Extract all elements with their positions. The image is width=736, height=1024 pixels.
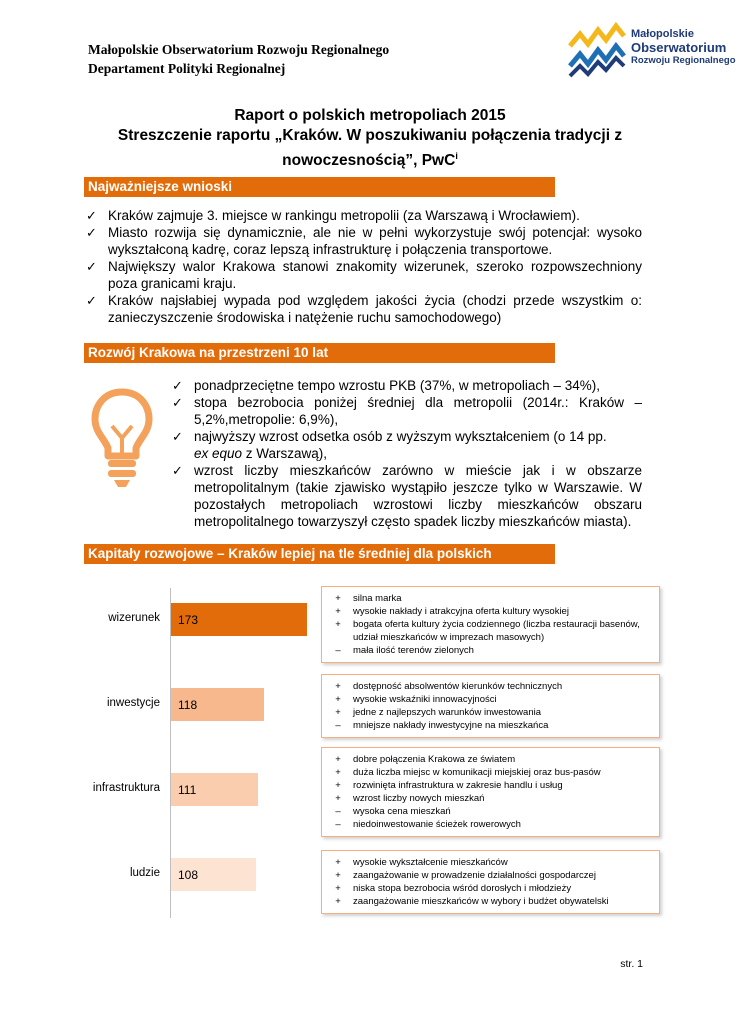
plus-icon: + <box>335 767 341 778</box>
check-icon: ✓ <box>172 378 183 393</box>
annotation-item <box>328 895 653 908</box>
chart-bar <box>171 858 256 891</box>
bar-value-label: 111 <box>178 783 197 797</box>
title-line2: Streszczenie raportu „Kraków. W poszukiwaniu połączenia tradycji z <box>117 127 623 144</box>
list-item: ✓ Kraków zajmuje 3. miejsce w rankingu metropolii (za Warszawą i Wrocławiem). <box>86 208 580 223</box>
check-icon: ✓ <box>172 395 183 410</box>
annotation-item <box>328 719 653 732</box>
title-line3: nowoczesnością”, PwC$^i$ <box>282 151 458 170</box>
list-item: ✓ Miasto rozwija się dynamicznie, ale nie w pełni wykorzystuje swój potencjał: wysoko wykształconą kadrę, coraz lepszą infrastrukturę i połączenia transportowe. <box>86 225 642 257</box>
annotation-text: wysoka cena mieszkań <box>353 806 451 817</box>
category-label: infrastruktura <box>92 782 160 794</box>
annotation-box <box>321 674 660 738</box>
annotation-item <box>328 805 653 818</box>
page-number: str. 1 <box>620 958 643 970</box>
chart-bar <box>171 773 258 806</box>
annotation-item <box>328 693 653 706</box>
list-item: ✓ najwyższy wzrost odsetka osób z wyższym wykształceniem (o 14 pp. ex equo z Warszawą), <box>172 429 607 461</box>
development-list <box>172 377 642 530</box>
category-label: inwestycje <box>106 697 160 709</box>
annotation-item <box>328 869 653 882</box>
footnote-mark: i <box>455 151 458 161</box>
title-line1: Raport o polskich metropoliach 2015 <box>234 107 506 124</box>
annotation-text: wysokie wykształcenie mieszkańców <box>353 857 508 868</box>
annotation-item <box>328 753 653 766</box>
annotation-item <box>328 618 653 644</box>
plus-icon: + <box>335 707 341 718</box>
ex-equo-text: ex equo <box>194 446 243 461</box>
plus-icon: + <box>335 606 341 617</box>
annotation-text: rozwinięta infrastruktura w zakresie handlu i usług <box>353 780 563 791</box>
annotation-text: bogata oferta kultury życia codziennego (liczba restauracji basenów, udział mieszkańców w imprezach masowych) <box>353 619 640 643</box>
chart-bar <box>171 688 264 721</box>
category-label: wizerunek <box>108 612 160 624</box>
lightbulb-icon <box>90 386 154 492</box>
minus-icon: – <box>335 806 341 817</box>
annotation-item <box>328 882 653 895</box>
annotation-item <box>328 779 653 792</box>
annotation-text: jedne z najlepszych warunków inwestowania <box>353 707 541 718</box>
annotation-box <box>321 747 660 837</box>
plus-icon: + <box>335 793 341 804</box>
list-item: ✓ stopa bezrobocia poniżej średniej dla metropolii (2014r.: Kraków – 5,2%,metropolie: 6,9%), <box>172 395 642 427</box>
plus-icon: + <box>335 681 341 692</box>
annotation-text: duża liczba miejsc w komunikacji miejskiej oraz bus-pasów <box>353 767 601 778</box>
org-name: Małopolskie Obserwatorium Rozwoju Regionalnego <box>88 42 390 57</box>
annotation-item <box>328 605 653 618</box>
logo-text-line3: Rozwoju Regionalnego <box>631 55 736 66</box>
logo-text-line2: Obserwatorium <box>631 40 727 55</box>
annotation-item <box>328 856 653 869</box>
annotation-text: wysokie nakłady i atrakcyjna oferta kultury wysokiej <box>353 606 569 617</box>
organization-header <box>88 40 389 78</box>
section-heading-conclusions: Najważniejsze wnioski <box>84 177 555 197</box>
check-icon: ✓ <box>86 293 97 308</box>
bar-value-label: 118 <box>178 698 198 712</box>
plus-icon: + <box>335 754 341 765</box>
annotation-item <box>328 680 653 693</box>
section-heading-development: Rozwój Krakowa na przestrzeni 10 lat <box>84 343 555 363</box>
annotation-text: wysokie wskaźniki innowacyjności <box>353 694 497 705</box>
minus-icon: – <box>335 720 341 731</box>
department-name: Departament Polityki Regionalnej <box>88 61 286 76</box>
list-item: ✓ wzrost liczby mieszkańców zarówno w mieście jak i w obszarze metropolitalnym (takie zjawisko wystąpiło jeszcze tylko w Warszawie. W pozostałych metropoliach wzrostowi liczby mieszkańców obszaru metropolitalnego towarzyszył często spadek liczby mieszkańców miasta). <box>172 463 642 529</box>
plus-icon: + <box>335 857 341 868</box>
plus-icon: + <box>335 896 341 907</box>
conclusions-list <box>86 207 642 326</box>
check-icon: ✓ <box>86 259 97 274</box>
bar-value-label: 108 <box>178 868 199 882</box>
check-icon: ✓ <box>172 463 183 478</box>
minus-icon: – <box>335 819 341 830</box>
list-item: ✓ Największy walor Krakowa stanowi znakomity wizerunek, szeroko rozpowszechniony poza granicami kraju. <box>86 259 642 291</box>
report-title <box>90 106 650 171</box>
annotation-box <box>321 586 660 663</box>
annotation-item <box>328 792 653 805</box>
check-icon: ✓ <box>86 225 97 240</box>
list-item: ✓ ponadprzeciętne tempo wzrostu PKB (37%, w metropoliach – 34%), <box>172 378 600 393</box>
plus-icon: + <box>335 593 341 604</box>
annotation-text: dostępność absolwentów kierunków technicznych <box>353 681 563 692</box>
section-heading-capitals: Kapitały rozwojowe – Kraków lepiej na tle średniej dla polskich metropolii <box>84 544 555 564</box>
annotation-text: zaangażowanie w prowadzenie działalności gospodarczej <box>353 870 596 881</box>
plus-icon: + <box>335 883 341 894</box>
annotation-item <box>328 706 653 719</box>
plus-icon: + <box>335 619 341 630</box>
plus-icon: + <box>335 870 341 881</box>
annotation-text: silna marka <box>353 593 402 604</box>
plus-icon: + <box>335 694 341 705</box>
chart-bar <box>171 603 307 636</box>
annotation-box <box>321 850 660 914</box>
logo-zigzag-icon <box>568 22 632 78</box>
annotation-item <box>328 818 653 831</box>
annotation-text: niska stopa bezrobocia wśród dorosłych i młodzieży <box>353 883 572 894</box>
minus-icon: – <box>335 645 341 656</box>
annotation-text: niedoinwestowanie ścieżek rowerowych <box>353 819 521 830</box>
annotation-item <box>328 766 653 779</box>
annotation-item <box>328 644 653 657</box>
logo-text-line1: Małopolskie <box>631 28 694 40</box>
category-label: ludzie <box>129 867 160 879</box>
annotation-text: mała ilość terenów zielonych <box>353 645 474 656</box>
check-icon: ✓ <box>86 208 97 223</box>
annotation-text: zaangażowanie mieszkańców w wybory i budżet obywatelski <box>353 896 609 907</box>
annotation-text: dobre połączenia Krakowa ze światem <box>353 754 516 765</box>
plus-icon: + <box>335 780 341 791</box>
check-icon: ✓ <box>172 429 183 444</box>
annotation-text: wzrost liczby nowych mieszkań <box>353 793 485 804</box>
organization-logo <box>568 22 736 78</box>
annotation-item <box>328 592 653 605</box>
bar-value-label: 173 <box>178 613 199 627</box>
list-item: ✓ Kraków najsłabiej wypada pod względem jakości życia (chodzi przede wszystkim o: zanieczyszczenie środowiska i natężenie ruchu samochodowego) <box>86 293 642 325</box>
annotation-text: mniejsze nakłady inwestycyjne na mieszkańca <box>353 720 549 731</box>
